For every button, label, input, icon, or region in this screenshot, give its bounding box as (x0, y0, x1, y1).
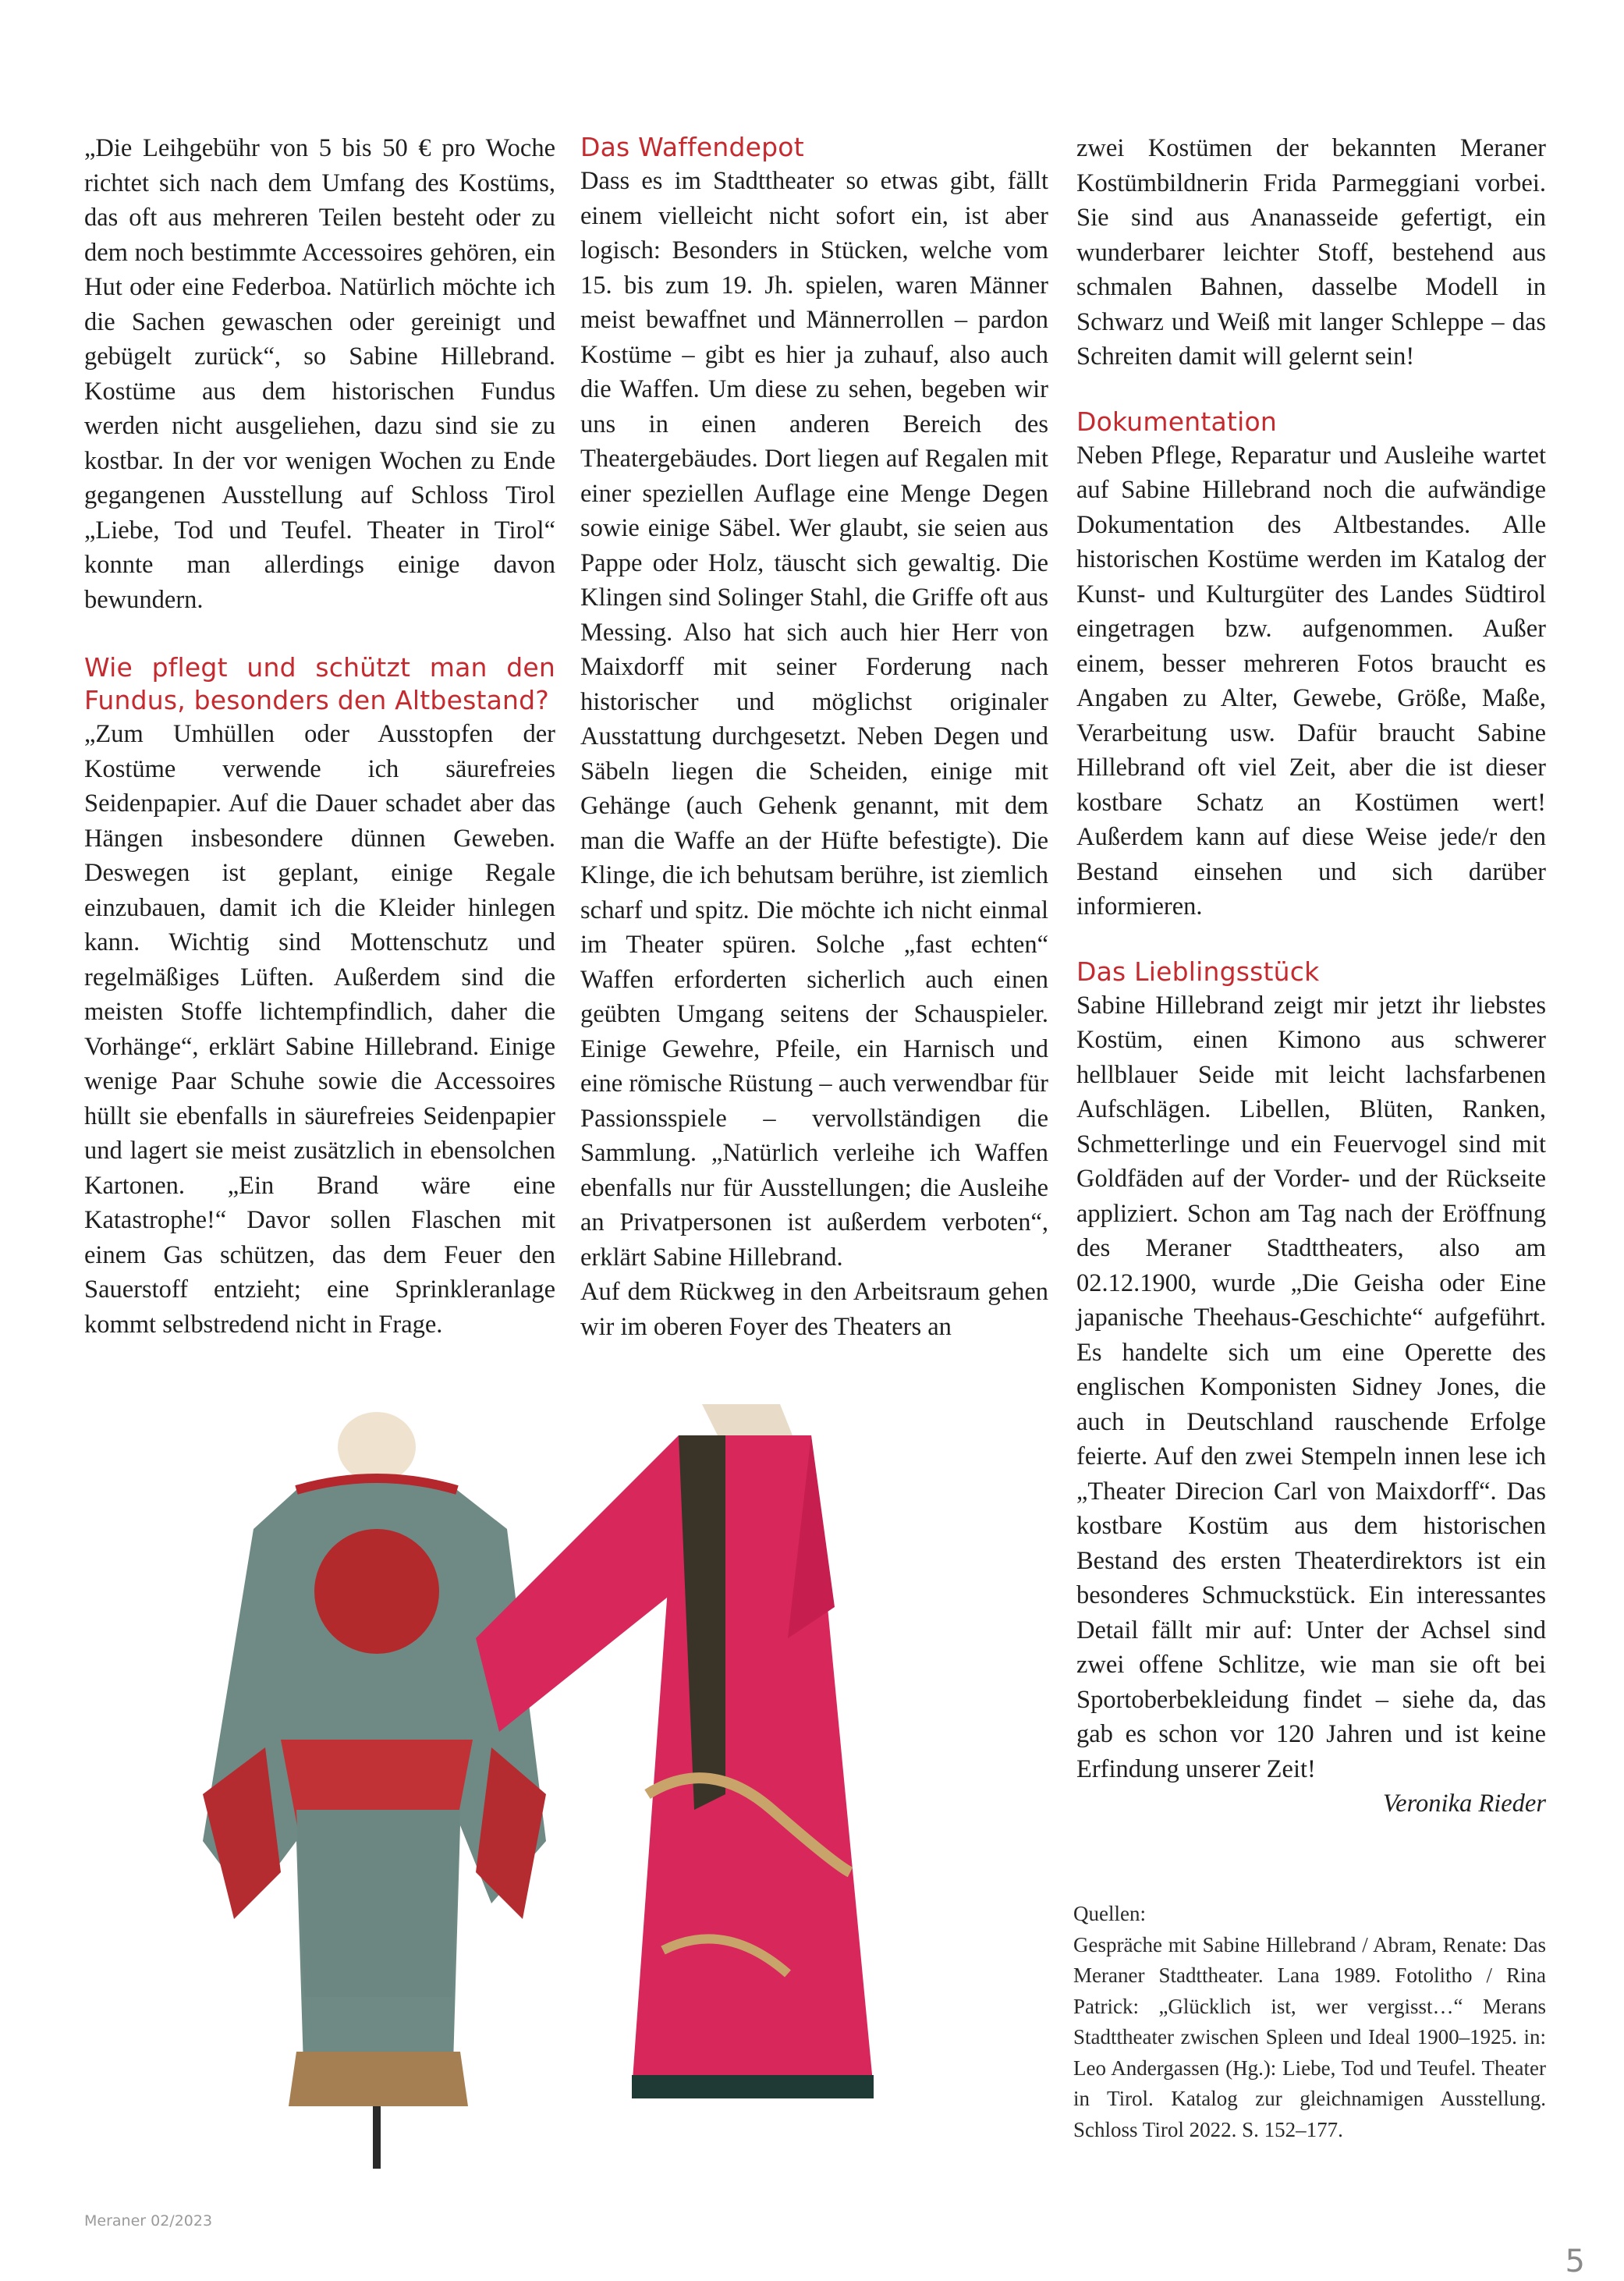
costume-photo (179, 1404, 959, 2169)
sources-block (1073, 1899, 1546, 2145)
text-column-1 (84, 131, 555, 1342)
section-heading: Das Lieblingsstück (1076, 956, 1320, 987)
sources-title: Quellen: (1073, 1902, 1146, 1925)
paragraph: Neben Pflege, Reparatur und Ausleihe wartet auf Sabine Hillebrand noch die aufwändige Dokumentation des Altbestandes. Alle historischen Kostüme werden im Katalog der Kunst- und Kulturgüter des Landes Südtirol eingetragen bzw. aufgenommen. Außer einem, besser mehreren Fotos braucht es Angaben zu Alter, Gewebe, Größe, Maße, Verarbeitung usw. Dafür braucht Sabine Hillebrand oft viel Zeit, aber die ist dieser kostbare Schatz an Kostümen wert! Außerdem kann auf diese Weise jede/r den Bestand einsehen und sich darüber informieren. (1076, 441, 1546, 921)
green-costume (203, 1412, 546, 2106)
publication-footer: Meraner 02/2023 (84, 2212, 213, 2230)
pink-kimono (476, 1404, 874, 2098)
author-signature: Veronika Rieder (1382, 1790, 1546, 1818)
paragraph: „Die Leihgebühr von 5 bis 50 € pro Woche richtet sich nach dem Umfang des Kostüms, das oft aus mehreren Teilen besteht oder zu dem noch bestimmte Accessoires gehören, ein Hut oder eine Federboa. Natürlich möchte ich die Sachen gewaschen oder gereinigt und gebügelt zurück“, so Sabine Hillebrand. Kostüme aus dem historischen Fundus werden nicht ausgeliehen, dazu sind sie zu kostbar. In der vor wenigen Wochen zu Ende gegangenen Ausstellung auf Schloss Tirol „Liebe, Tod und Teufel. Theater in Tirol“ konnte man allerdings einige davon bewundern. (84, 134, 555, 614)
section-heading: Das Waffendepot (580, 132, 804, 162)
section-heading: Wie pflegt und schützt man den Fundus, besonders den Altbestand? (84, 652, 555, 715)
sources-text: Gespräche mit Sabine Hillebrand / Abram, Renate: Das Meraner Stadttheater. Lana 1989. Fotolitho / Rina Patrick: „Glücklich ist, wer vergisst…“ Merans Stadttheater zwischen Spleen und Ideal 1900–1925. in: Leo Andergassen (Hg.): Liebe, Tod und Teufel. Theater in Tirol. Katalog zur gleichnamigen Ausstellung. Schloss Tirol 2022. S. 152–177. (1073, 1932, 1546, 2141)
paragraph: zwei Kostümen der bekannten Meraner Kostümbildnerin Frida Parmeggiani vorbei. Sie sind aus Ananasseide gefertigt, ein wunderbarer leichter Stoff, bestehend aus schmalen Bahnen, dasselbe Modell in Schwarz und Weiß mit langer Schleppe – das Schreiten damit will gelernt sein! (1076, 134, 1546, 371)
paragraph: Auf dem Rückweg in den Arbeitsraum gehen wir im oberen Foyer des Theaters an (580, 1278, 1048, 1341)
paragraph: Sabine Hillebrand zeigt mir jetzt ihr liebstes Kostüm, einen Kimono aus schwerer hellblauer Seide mit leicht lachsfarbenen Aufschlägen. Libellen, Blüten, Ranken, Schmetterlinge und ein Feuervogel sind mit Goldfäden auf der Vorder- und der Rückseite appliziert. Schon am Tag nach der Eröffnung des Meraner Stadttheaters, also am 02.12.1900, wurde „Die Geisha oder Eine japanische Theehaus-Geschichte“ aufgeführt. Es handelte sich um eine Operette des englischen Komponisten Sidney Jones, die auch in Deutschland rauschende Erfolge feierte. Auf den zwei Stempeln innen lese ich „Theater Direcion Carl von Maixdorff“. Das kostbare Kostüm aus dem historischen Bestand des ersten Theaterdirektors ist ein besonderes Schmuckstück. Ein interessantes Detail fällt mir auf: Unter der Achsel sind zwei offene Schlitze, wie man sie oft bei Sportoberbekleidung findet – siehe da, das gab es schon vor 120 Jahren und ist keine Erfindung unserer Zeit! (1076, 991, 1546, 1783)
text-column-3 (1076, 131, 1546, 1822)
text-column-2 (580, 131, 1048, 1344)
page-number: 5 (1565, 2244, 1585, 2279)
paragraph: „Zum Umhüllen oder Ausstopfen der Kostüme verwende ich säurefreies Seidenpapier. Auf die Dauer schadet aber das Hängen insbesondere dünnen Geweben. Deswegen ist geplant, einige Regale einzubauen, damit ich die Kleider hinlegen kann. Wichtig sind Mottenschutz und regelmäßiges Lüften. Außerdem sind die meisten Stoffe lichtempfindlich, daher die Vorhänge“, erklärt Sabine Hillebrand. Einige wenige Paar Schuhe sowie die Accessoires hüllt sie ebenfalls in säurefreies Seidenpapier und lagert sie meist zusätzlich in ebensolchen Kartonen. „Ein Brand wäre eine Katastrophe!“ Davor sollen Flaschen mit einem Gas schützen, das dem Feuer den Sauerstoff entzieht; eine Sprinkleranlage kommt selbstredend nicht in Frage. (84, 720, 555, 1339)
paragraph: Dass es im Stadttheater so etwas gibt, fällt einem vielleicht nicht sofort ein, ist aber logisch: Besonders in Stücken, welche vom 15. bis zum 19. Jh. spielen, waren Männer meist bewaffnet und Männerrollen – pardon Kostüme – gibt es hier ja zuhauf, also auch die Waffen. Um diese zu sehen, begeben wir uns in einen anderen Bereich des Theatergebäudes. Dort liegen auf Regalen mit einer speziellen Auflage eine Menge Degen sowie einige Säbel. Wer glaubt, sie seien aus Pappe oder Holz, täuscht sich gewaltig. Die Klingen sind Solinger Stahl, die Griffe oft aus Messing. Also hat sich auch hier Herr von Maixdorff mit seiner Forderung nach historischer und möglichst originaler Ausstattung durchgesetzt. Neben Degen und Säbeln liegen die Scheiden, einige mit Gehänge (auch Gehenk genannt, mit dem man die Waffe an der Hüfte befestigte). Die Klinge, die ich behutsam berühre, ist ziemlich scharf und spitz. Die möchte ich nicht einmal im Theater spüren. Solche „fast echten“ Waffen erforderten sicherlich auch einen geübten Umgang seitens der Schauspieler. Einige Gewehre, Pfeile, ein Harnisch und eine römische Rüstung – auch verwendbar für Passionsspiele – vervollständigen die Sammlung. „Natürlich verleihe ich Waffen ebenfalls nur für Ausstellungen; die Ausleihe an Privatpersonen ist außerdem verboten“, erklärt Sabine Hillebrand. (580, 167, 1048, 1272)
section-heading: Dokumentation (1076, 406, 1277, 437)
